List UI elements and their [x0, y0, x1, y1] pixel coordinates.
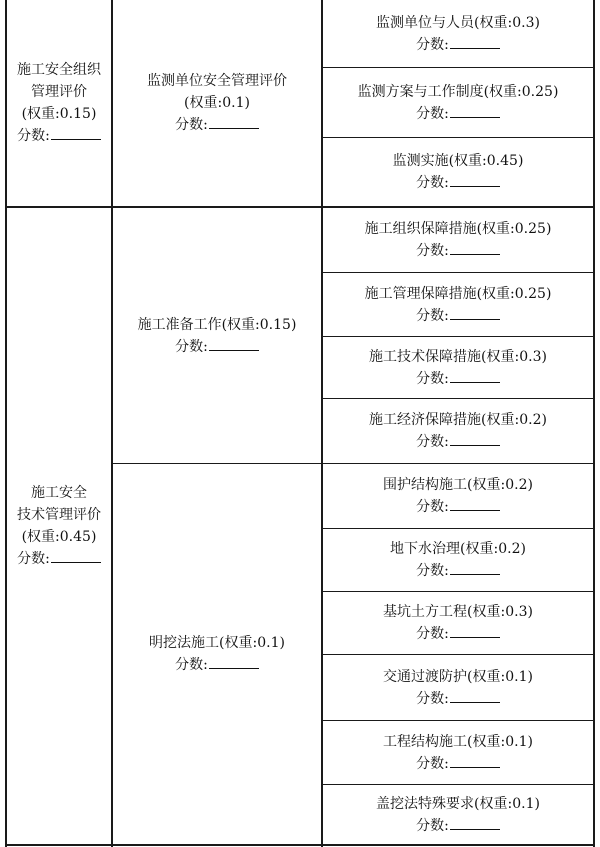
score-blank[interactable]: [51, 125, 101, 140]
item-title: 基坑土方工程(权重:0.3): [383, 604, 533, 620]
score-blank[interactable]: [450, 103, 500, 118]
score-label: 分数:: [175, 338, 208, 355]
item-title: 监测方案与工作制度(权重:0.25): [357, 83, 559, 100]
score-label: 分数:: [416, 563, 449, 579]
score-label: 分数:: [416, 36, 449, 53]
score-label: 分数:: [416, 690, 449, 707]
score-label: 分数:: [416, 105, 449, 122]
score-field[interactable]: [416, 431, 500, 453]
score-field[interactable]: [416, 688, 500, 710]
section-weight: (权重:0.15): [21, 106, 97, 122]
score-field[interactable]: [416, 753, 500, 775]
item-cell: [323, 138, 593, 206]
item-title: 施工管理保障措施(权重:0.25): [364, 285, 552, 302]
score-label: 分数:: [416, 370, 449, 387]
table-bottom-border: [5, 844, 594, 846]
score-label: 分数:: [416, 499, 449, 515]
score-field[interactable]: [17, 548, 101, 570]
score-field[interactable]: [175, 114, 259, 136]
item-cell: [323, 273, 593, 336]
item-cell: [323, 337, 593, 398]
item-title: 工程结构施工(权重:0.1): [383, 733, 533, 750]
score-label: 分数:: [416, 307, 449, 324]
item-cell: [323, 785, 593, 844]
item-title: 监测实施(权重:0.45): [392, 153, 524, 169]
group-title: 监测单位安全管理评价: [147, 73, 287, 89]
score-field[interactable]: [416, 496, 500, 518]
item-cell: [323, 0, 593, 67]
section-title-line: 技术管理评价: [17, 507, 101, 523]
score-blank[interactable]: [209, 654, 259, 669]
score-blank[interactable]: [450, 34, 500, 49]
score-blank[interactable]: [450, 623, 500, 638]
score-label: 分数:: [175, 657, 208, 673]
item-cell: [323, 399, 593, 463]
score-blank[interactable]: [209, 336, 259, 351]
score-label: 分数:: [416, 817, 449, 834]
item-title: 施工经济保障措施(权重:0.2): [369, 412, 547, 428]
item-title: 围护结构施工(权重:0.2): [383, 477, 533, 493]
score-field[interactable]: [175, 654, 259, 676]
score-blank[interactable]: [450, 240, 500, 255]
score-blank[interactable]: [209, 114, 259, 129]
score-field[interactable]: [416, 623, 500, 645]
score-field[interactable]: [416, 560, 500, 582]
item-title: 盖挖法特殊要求(权重:0.1): [376, 795, 540, 812]
score-blank[interactable]: [51, 548, 101, 563]
score-blank[interactable]: [450, 688, 500, 703]
score-blank[interactable]: [450, 368, 500, 383]
score-field[interactable]: [416, 103, 500, 125]
item-title: 交通过渡防护(权重:0.1): [383, 668, 533, 685]
section-title-line: 管理评价: [31, 84, 87, 100]
section-cell-safety-organization: [7, 0, 111, 206]
score-field[interactable]: [416, 34, 500, 56]
section-weight: (权重:0.45): [21, 529, 97, 545]
item-cell: [323, 655, 593, 720]
score-blank[interactable]: [450, 753, 500, 768]
score-label: 分数:: [17, 128, 50, 144]
score-blank[interactable]: [450, 815, 500, 830]
item-title: 地下水治理(权重:0.2): [390, 541, 526, 557]
score-blank[interactable]: [450, 305, 500, 320]
item-title: 监测单位与人员(权重:0.3): [376, 14, 540, 31]
score-label: 分数:: [416, 434, 449, 450]
score-blank[interactable]: [450, 560, 500, 575]
item-cell: [323, 68, 593, 137]
score-blank[interactable]: [450, 172, 500, 187]
section-title-line: 施工安全组织: [17, 62, 101, 78]
score-field[interactable]: [416, 305, 500, 327]
score-field[interactable]: [416, 172, 500, 194]
group-weight: (权重:0.1): [184, 95, 250, 111]
item-cell: [323, 529, 593, 591]
group-cell-construction-preparation: [113, 208, 321, 463]
group-cell-monitoring-unit: [113, 0, 321, 206]
score-label: 分数:: [416, 755, 449, 772]
score-field[interactable]: [416, 368, 500, 390]
item-cell: [323, 464, 593, 528]
section-title-line: 施工安全: [31, 485, 87, 501]
item-cell: [323, 592, 593, 654]
score-field[interactable]: [416, 815, 500, 837]
section-cell-safety-technical: [7, 208, 111, 844]
score-label: 分数:: [416, 175, 449, 191]
group-title: 施工准备工作(权重:0.15): [137, 316, 297, 333]
item-cell: [323, 721, 593, 784]
score-label: 分数:: [17, 551, 50, 567]
score-blank[interactable]: [450, 496, 500, 511]
item-title: 施工技术保障措施(权重:0.3): [369, 348, 547, 365]
score-field[interactable]: [175, 336, 259, 358]
score-label: 分数:: [175, 117, 208, 133]
score-blank[interactable]: [450, 431, 500, 446]
group-title: 明挖法施工(权重:0.1): [149, 635, 285, 651]
score-field[interactable]: [416, 240, 500, 262]
item-title: 施工组织保障措施(权重:0.25): [364, 221, 552, 237]
score-label: 分数:: [416, 243, 449, 259]
score-field[interactable]: [17, 125, 101, 147]
score-label: 分数:: [416, 626, 449, 642]
item-cell: [323, 208, 593, 272]
group-cell-open-cut-construction: [113, 464, 321, 844]
